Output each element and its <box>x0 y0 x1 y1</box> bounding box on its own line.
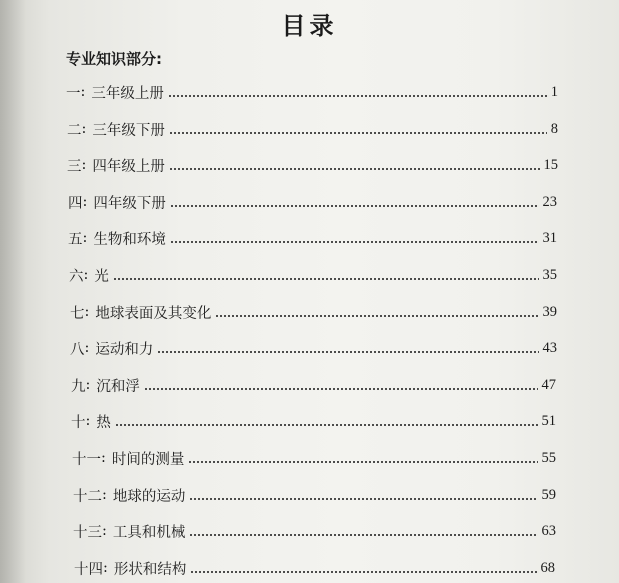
toc-entry-number: 二 <box>67 122 82 139</box>
toc-entry <box>67 153 558 177</box>
toc-leader-dots <box>157 351 538 353</box>
toc-entry-title: 生物和环境 <box>93 231 166 248</box>
toc-leader-dots <box>169 168 540 170</box>
toc-entry-page: 35 <box>542 266 557 283</box>
toc-entry-number: 四 <box>68 195 83 212</box>
toc-leader-dots <box>113 278 539 280</box>
toc-entry-number: 八 <box>70 341 85 358</box>
toc-entry-page: 39 <box>542 303 557 320</box>
page-fold-shadow <box>0 0 26 583</box>
toc-entry-separator: : <box>84 304 90 320</box>
toc-entry-page: 15 <box>543 156 558 173</box>
toc-entry <box>67 117 558 141</box>
toc-entry <box>71 373 556 397</box>
toc-leader-dots <box>188 461 537 463</box>
toc-leader-dots <box>189 498 537 500</box>
toc-entry-number: 九 <box>71 378 86 395</box>
toc-leader-dots <box>144 388 538 390</box>
toc-entry-number: 十三 <box>73 524 102 541</box>
toc-entry-number: 十一 <box>72 451 101 468</box>
toc-entry <box>70 300 557 324</box>
toc-entry-title: 地球的运动 <box>112 488 186 505</box>
toc-entry-separator: : <box>84 340 90 356</box>
toc-leader-dots <box>169 132 547 134</box>
toc-entry-separator: : <box>102 523 107 539</box>
toc-entry-separator: : <box>103 560 108 576</box>
toc-leader-dots <box>115 424 538 426</box>
toc-entry-page: 23 <box>542 193 557 210</box>
toc-entry-title: 沉和浮 <box>96 378 140 395</box>
toc-entry-page: 59 <box>541 486 556 503</box>
toc-entry-separator: : <box>101 450 106 466</box>
toc-entry-number: 十四 <box>74 561 103 578</box>
toc-entry <box>74 556 555 580</box>
toc-entry-separator: : <box>80 84 86 100</box>
toc-entry-title: 三年级上册 <box>91 85 164 102</box>
toc-entry-separator: : <box>81 121 87 137</box>
toc-entry <box>72 446 556 470</box>
toc-entry-page: 68 <box>540 559 555 576</box>
toc-leader-dots <box>215 315 538 317</box>
toc-entry-title: 工具和机械 <box>112 524 186 541</box>
toc-entry-title: 四年级上册 <box>92 158 165 175</box>
toc-entry-page: 31 <box>542 229 557 246</box>
toc-entry-separator: : <box>102 487 107 503</box>
toc-entry-title: 时间的测量 <box>111 451 185 468</box>
toc-entry-number: 三 <box>67 158 82 175</box>
toc-entry-page: 55 <box>541 449 556 466</box>
page-title: 目录 <box>281 12 338 40</box>
toc-entry-title: 光 <box>94 268 109 285</box>
toc-entry <box>73 483 556 507</box>
toc-leader-dots <box>170 205 539 207</box>
toc-entry <box>73 519 556 543</box>
toc-entry <box>70 336 557 360</box>
toc-entry <box>68 226 557 250</box>
toc-entry-number: 十二 <box>73 488 102 505</box>
section-heading: 专业知识部分: <box>66 50 162 68</box>
toc-entry <box>66 80 558 104</box>
toc-leader-dots <box>168 95 547 97</box>
toc-entry-title: 形状和结构 <box>113 561 187 578</box>
toc-entry-title: 运动和力 <box>95 341 154 358</box>
toc-entry-page: 63 <box>541 522 556 539</box>
toc-entry-page: 1 <box>550 83 558 100</box>
toc-entry-separator: : <box>81 157 87 173</box>
toc-entry <box>69 263 557 287</box>
toc-entry-number: 六 <box>69 268 84 285</box>
toc-entry-page: 47 <box>541 376 556 393</box>
toc-entry-number: 十 <box>71 414 86 431</box>
toc-entry-separator: : <box>82 194 88 210</box>
toc-leader-dots <box>170 241 539 243</box>
toc-entry-title: 三年级下册 <box>92 122 165 139</box>
toc-entry-number: 五 <box>68 231 83 248</box>
toc-entry-title: 地球表面及其变化 <box>95 305 212 322</box>
toc-entry <box>68 190 557 214</box>
toc-entry-separator: : <box>85 377 91 393</box>
toc-entry <box>71 409 556 433</box>
toc-entry-title: 热 <box>96 414 111 431</box>
toc-entry-separator: : <box>82 230 88 246</box>
toc-entry-number: 七 <box>70 305 85 322</box>
toc-entry-separator: : <box>85 413 91 429</box>
toc-leader-dots <box>189 534 537 536</box>
toc-entry-title: 四年级下册 <box>93 195 166 212</box>
toc-entry-number: 一 <box>66 85 81 102</box>
toc-entry-page: 51 <box>541 412 556 429</box>
toc-entry-page: 43 <box>542 339 557 356</box>
toc-entry-page: 8 <box>550 120 558 137</box>
toc-leader-dots <box>190 571 536 573</box>
toc-entry-separator: : <box>83 267 89 283</box>
